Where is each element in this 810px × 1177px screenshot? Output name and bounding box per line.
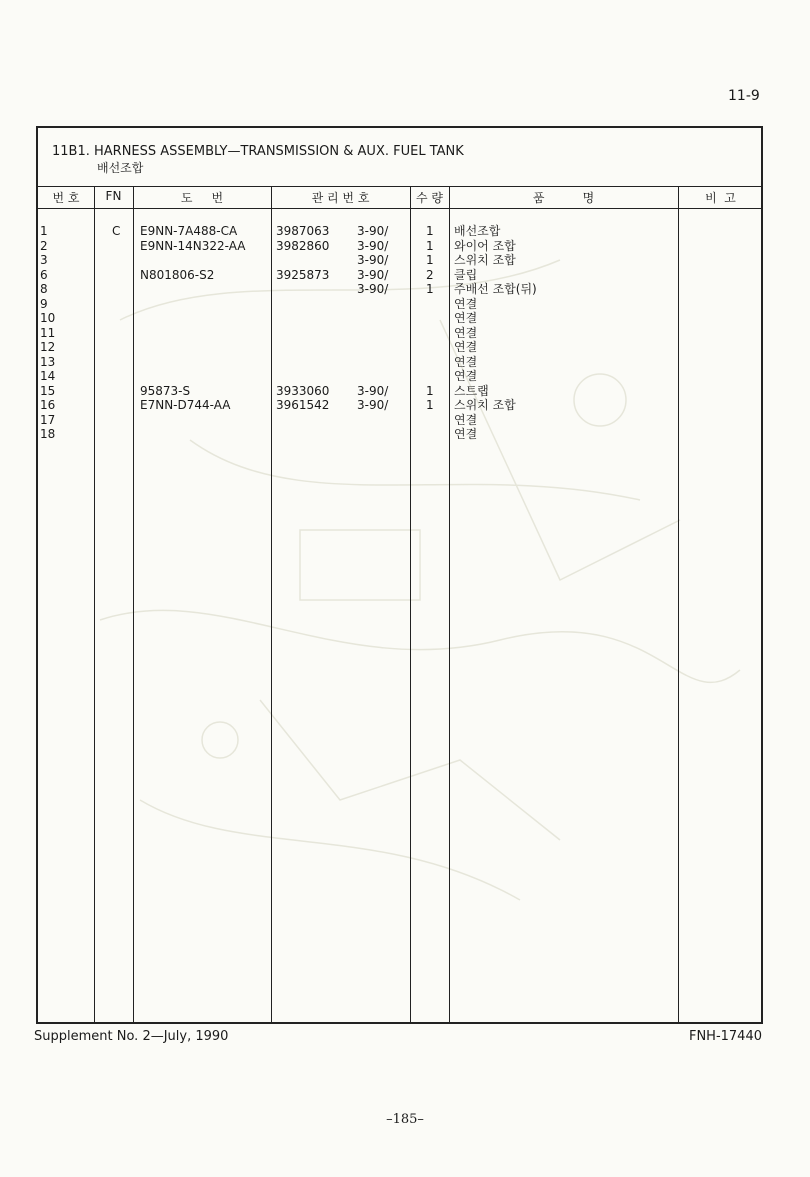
cell-date: 3-90/ bbox=[357, 282, 389, 296]
footer-doc-code: FNH-17440 bbox=[688, 1029, 762, 1044]
cell-drawing: N801806-S2 bbox=[140, 267, 215, 282]
cell-name: 배선조합 bbox=[454, 224, 501, 238]
cell-no: 6 bbox=[40, 267, 48, 282]
cell-qty: 2 bbox=[426, 267, 434, 282]
title-block bbox=[52, 144, 464, 176]
cell-name: 주배선 조합(뒤) bbox=[454, 282, 537, 296]
cell-no: 8 bbox=[40, 282, 48, 296]
cell-drawing: E7NN-D744-AA bbox=[140, 398, 231, 412]
cell-mgmt: 3982860 bbox=[276, 238, 330, 253]
header-remarks: 비 고 bbox=[705, 191, 736, 205]
header-top-rule bbox=[38, 186, 761, 187]
header-no: 번 호 bbox=[52, 191, 80, 205]
table-row bbox=[38, 253, 761, 268]
table-row bbox=[38, 268, 761, 283]
cell-name: 연결 bbox=[454, 412, 478, 427]
table-row bbox=[38, 326, 761, 341]
cell-name: 연결 bbox=[454, 325, 478, 340]
cell-no: 18 bbox=[40, 427, 56, 441]
table-row bbox=[38, 355, 761, 370]
cell-qty: 1 bbox=[426, 253, 434, 267]
cell-mgmt: 3925873 bbox=[276, 267, 330, 282]
cell-no: 15 bbox=[40, 383, 56, 398]
cell-drawing: 95873-S bbox=[140, 383, 191, 398]
header-name: 품 명 bbox=[532, 191, 595, 205]
cell-no: 17 bbox=[40, 412, 56, 427]
cell-no: 14 bbox=[40, 369, 56, 383]
cell-name: 스위치 조합 bbox=[454, 398, 516, 412]
cell-no: 11 bbox=[40, 325, 56, 340]
table-row bbox=[38, 340, 761, 355]
cell-no: 12 bbox=[40, 340, 56, 354]
cell-no: 3 bbox=[40, 253, 48, 267]
footer-supplement: Supplement No. 2—July, 1990 bbox=[34, 1029, 229, 1044]
cell-qty: 1 bbox=[426, 282, 434, 296]
cell-date: 3-90/ bbox=[357, 267, 389, 282]
cell-name: 연결 bbox=[454, 354, 478, 369]
cell-qty: 1 bbox=[426, 398, 434, 412]
cell-name: 연결 bbox=[454, 311, 478, 325]
table-row bbox=[38, 239, 761, 254]
title-english: 11B1. HARNESS ASSEMBLY—TRANSMISSION & AUX. FUEL TANK bbox=[52, 144, 464, 159]
cell-mgmt: 3933060 bbox=[276, 383, 330, 398]
cell-fn: C bbox=[112, 224, 121, 238]
table-row bbox=[38, 282, 761, 297]
cell-mgmt: 3961542 bbox=[276, 398, 330, 412]
table-row bbox=[38, 398, 761, 413]
table-row bbox=[38, 427, 761, 442]
cell-qty: 1 bbox=[426, 238, 434, 253]
cell-name: 연결 bbox=[454, 296, 478, 311]
cell-mgmt: 3987063 bbox=[276, 224, 330, 238]
table-row bbox=[38, 297, 761, 312]
cell-date: 3-90/ bbox=[357, 253, 389, 267]
header-mgmt: 관 리 번 호 bbox=[311, 191, 370, 205]
parts-rows bbox=[38, 224, 761, 442]
cell-name: 연결 bbox=[454, 369, 478, 383]
cell-name: 스트랩 bbox=[454, 383, 489, 398]
parts-table-frame bbox=[36, 126, 763, 1024]
cell-qty: 1 bbox=[426, 224, 434, 238]
page-number: 11-9 bbox=[728, 88, 760, 104]
cell-name: 와이어 조합 bbox=[454, 238, 516, 253]
header-drawing: 도 번 bbox=[180, 191, 224, 205]
cell-no: 9 bbox=[40, 296, 48, 311]
table-row bbox=[38, 413, 761, 428]
table-row bbox=[38, 384, 761, 399]
cell-name: 연결 bbox=[454, 340, 478, 354]
table-row bbox=[38, 369, 761, 384]
table-row bbox=[38, 224, 761, 239]
cell-name: 스위치 조합 bbox=[454, 253, 516, 267]
header-qty: 수 량 bbox=[416, 191, 443, 205]
cell-name: 연결 bbox=[454, 427, 478, 441]
cell-no: 2 bbox=[40, 238, 48, 253]
header-fn: FN bbox=[105, 189, 122, 203]
table-row bbox=[38, 311, 761, 326]
page-footer-number: –185– bbox=[386, 1112, 424, 1127]
cell-date: 3-90/ bbox=[357, 383, 389, 398]
cell-date: 3-90/ bbox=[357, 224, 389, 238]
cell-drawing: E9NN-7A488-CA bbox=[140, 224, 238, 238]
cell-no: 13 bbox=[40, 354, 56, 369]
cell-no: 16 bbox=[40, 398, 56, 412]
cell-drawing: E9NN-14N322-AA bbox=[140, 238, 246, 253]
cell-qty: 1 bbox=[426, 383, 434, 398]
header-bottom-rule bbox=[38, 208, 761, 209]
cell-name: 클립 bbox=[454, 267, 478, 282]
cell-date: 3-90/ bbox=[357, 238, 389, 253]
cell-no: 1 bbox=[40, 224, 48, 238]
cell-no: 10 bbox=[40, 311, 56, 325]
title-korean: 배선조합 bbox=[97, 161, 144, 175]
cell-date: 3-90/ bbox=[357, 398, 389, 412]
